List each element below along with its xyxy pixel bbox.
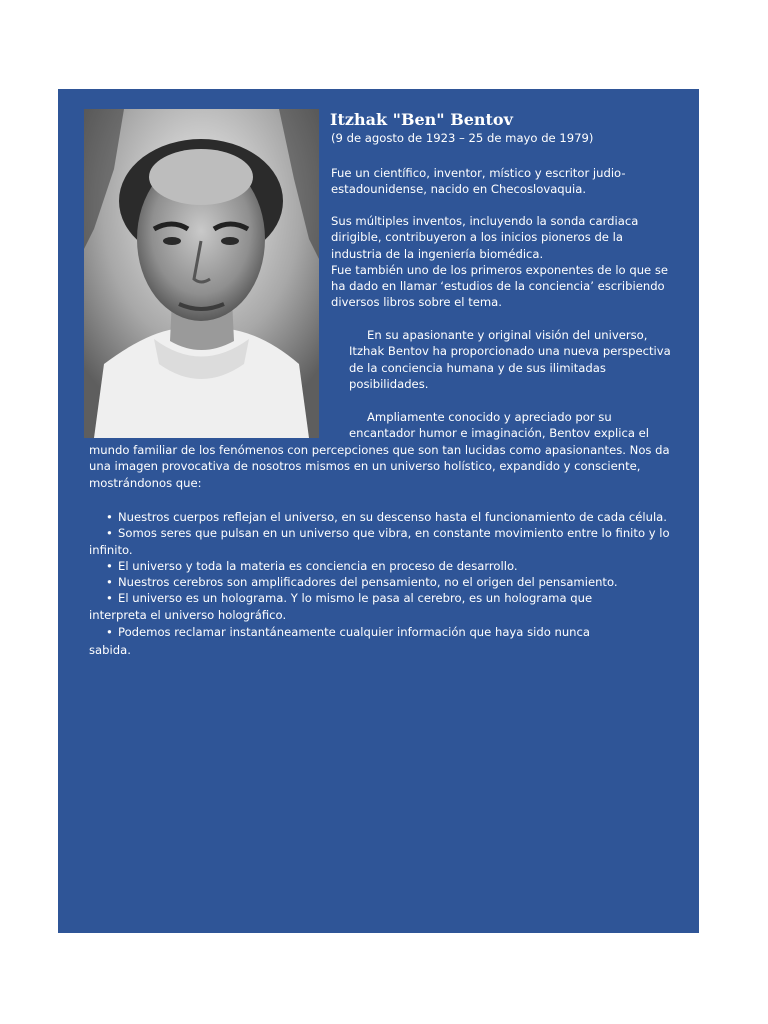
- intro-line: Fue un científico, inventor, místico y escritor judio-: [331, 166, 626, 180]
- known-paragraph-indent: [349, 409, 649, 442]
- vision-line: Itzhak Bentov ha proporcionado una nueva perspectiva: [349, 344, 671, 359]
- known-line: mundo familiar de los fenómenos con percepciones que son tan lucidas como apasionantes. Nos da: [89, 443, 670, 457]
- bullet-icon: •: [106, 558, 113, 573]
- inventions-paragraph: [331, 213, 668, 311]
- intro-paragraph: [331, 165, 626, 198]
- bullet-icon: •: [106, 625, 113, 640]
- known-paragraph: [89, 442, 670, 491]
- list-item: • Nuestros cuerpos reflejan el universo, en su descenso hasta el funcionamiento de cada célula.: [106, 510, 667, 524]
- page-title: Itzhak "Ben" Bentov: [330, 110, 513, 129]
- bullet-list: [89, 509, 670, 659]
- known-line: mostrándonos que:: [89, 475, 202, 490]
- vision-paragraph: [349, 327, 671, 392]
- inventions-line: industria de la ingeniería biomédica.: [331, 246, 544, 261]
- list-item-continuation: interpreta el universo holográfico.: [89, 607, 287, 622]
- inventions-line: ha dado en llamar ‘estudios de la conciencia’ escribiendo: [331, 279, 665, 294]
- intro-line: estadounidense, nacido en Checoslovaquia.: [331, 182, 587, 197]
- vision-line: posibilidades.: [349, 376, 429, 391]
- known-line: una imagen provocativa de nosotros mismos en un universo holístico, expandido y consciente,: [89, 459, 641, 474]
- bullet-icon: •: [106, 575, 113, 590]
- portrait-photo: [84, 109, 319, 438]
- inventions-line: dirigible, contribuyeron a los inicios pioneros de la: [331, 230, 623, 245]
- bullet-icon: •: [106, 526, 113, 541]
- bullet-icon: •: [106, 510, 113, 524]
- vision-line: de la conciencia humana y de sus ilimitadas: [349, 360, 606, 375]
- list-item: • Somos seres que pulsan en un universo que vibra, en constante movimiento entre lo finito y lo: [106, 526, 670, 541]
- known-line: Ampliamente conocido y apreciado por su: [367, 410, 612, 424]
- inventions-line: diversos libros sobre el tema.: [331, 295, 502, 310]
- list-item: • El universo es un holograma. Y lo mismo le pasa al cerebro, es un holograma que: [106, 591, 593, 606]
- list-item: • Nuestros cerebros son amplificadores del pensamiento, no el origen del pensamiento.: [106, 575, 618, 590]
- list-item-continuation: infinito.: [89, 542, 133, 557]
- known-line: encantador humor e imaginación, Bentov explica el: [349, 426, 650, 441]
- portrait-illustration: [84, 109, 319, 438]
- list-item: • El universo y toda la materia es conciencia en proceso de desarrollo.: [106, 558, 518, 573]
- bullet-icon: •: [106, 591, 113, 606]
- inventions-line: Fue también uno de los primeros exponentes de lo que se: [331, 262, 669, 277]
- inventions-line: Sus múltiples inventos, incluyendo la sonda cardiaca: [331, 214, 639, 228]
- life-dates: (9 de agosto de 1923 – 25 de mayo de 1979): [331, 131, 594, 145]
- list-item-continuation: sabida.: [89, 643, 131, 658]
- vision-line: En su apasionante y original visión del universo,: [367, 328, 648, 342]
- list-item: • Podemos reclamar instantáneamente cualquier información que haya sido nunca: [106, 625, 590, 640]
